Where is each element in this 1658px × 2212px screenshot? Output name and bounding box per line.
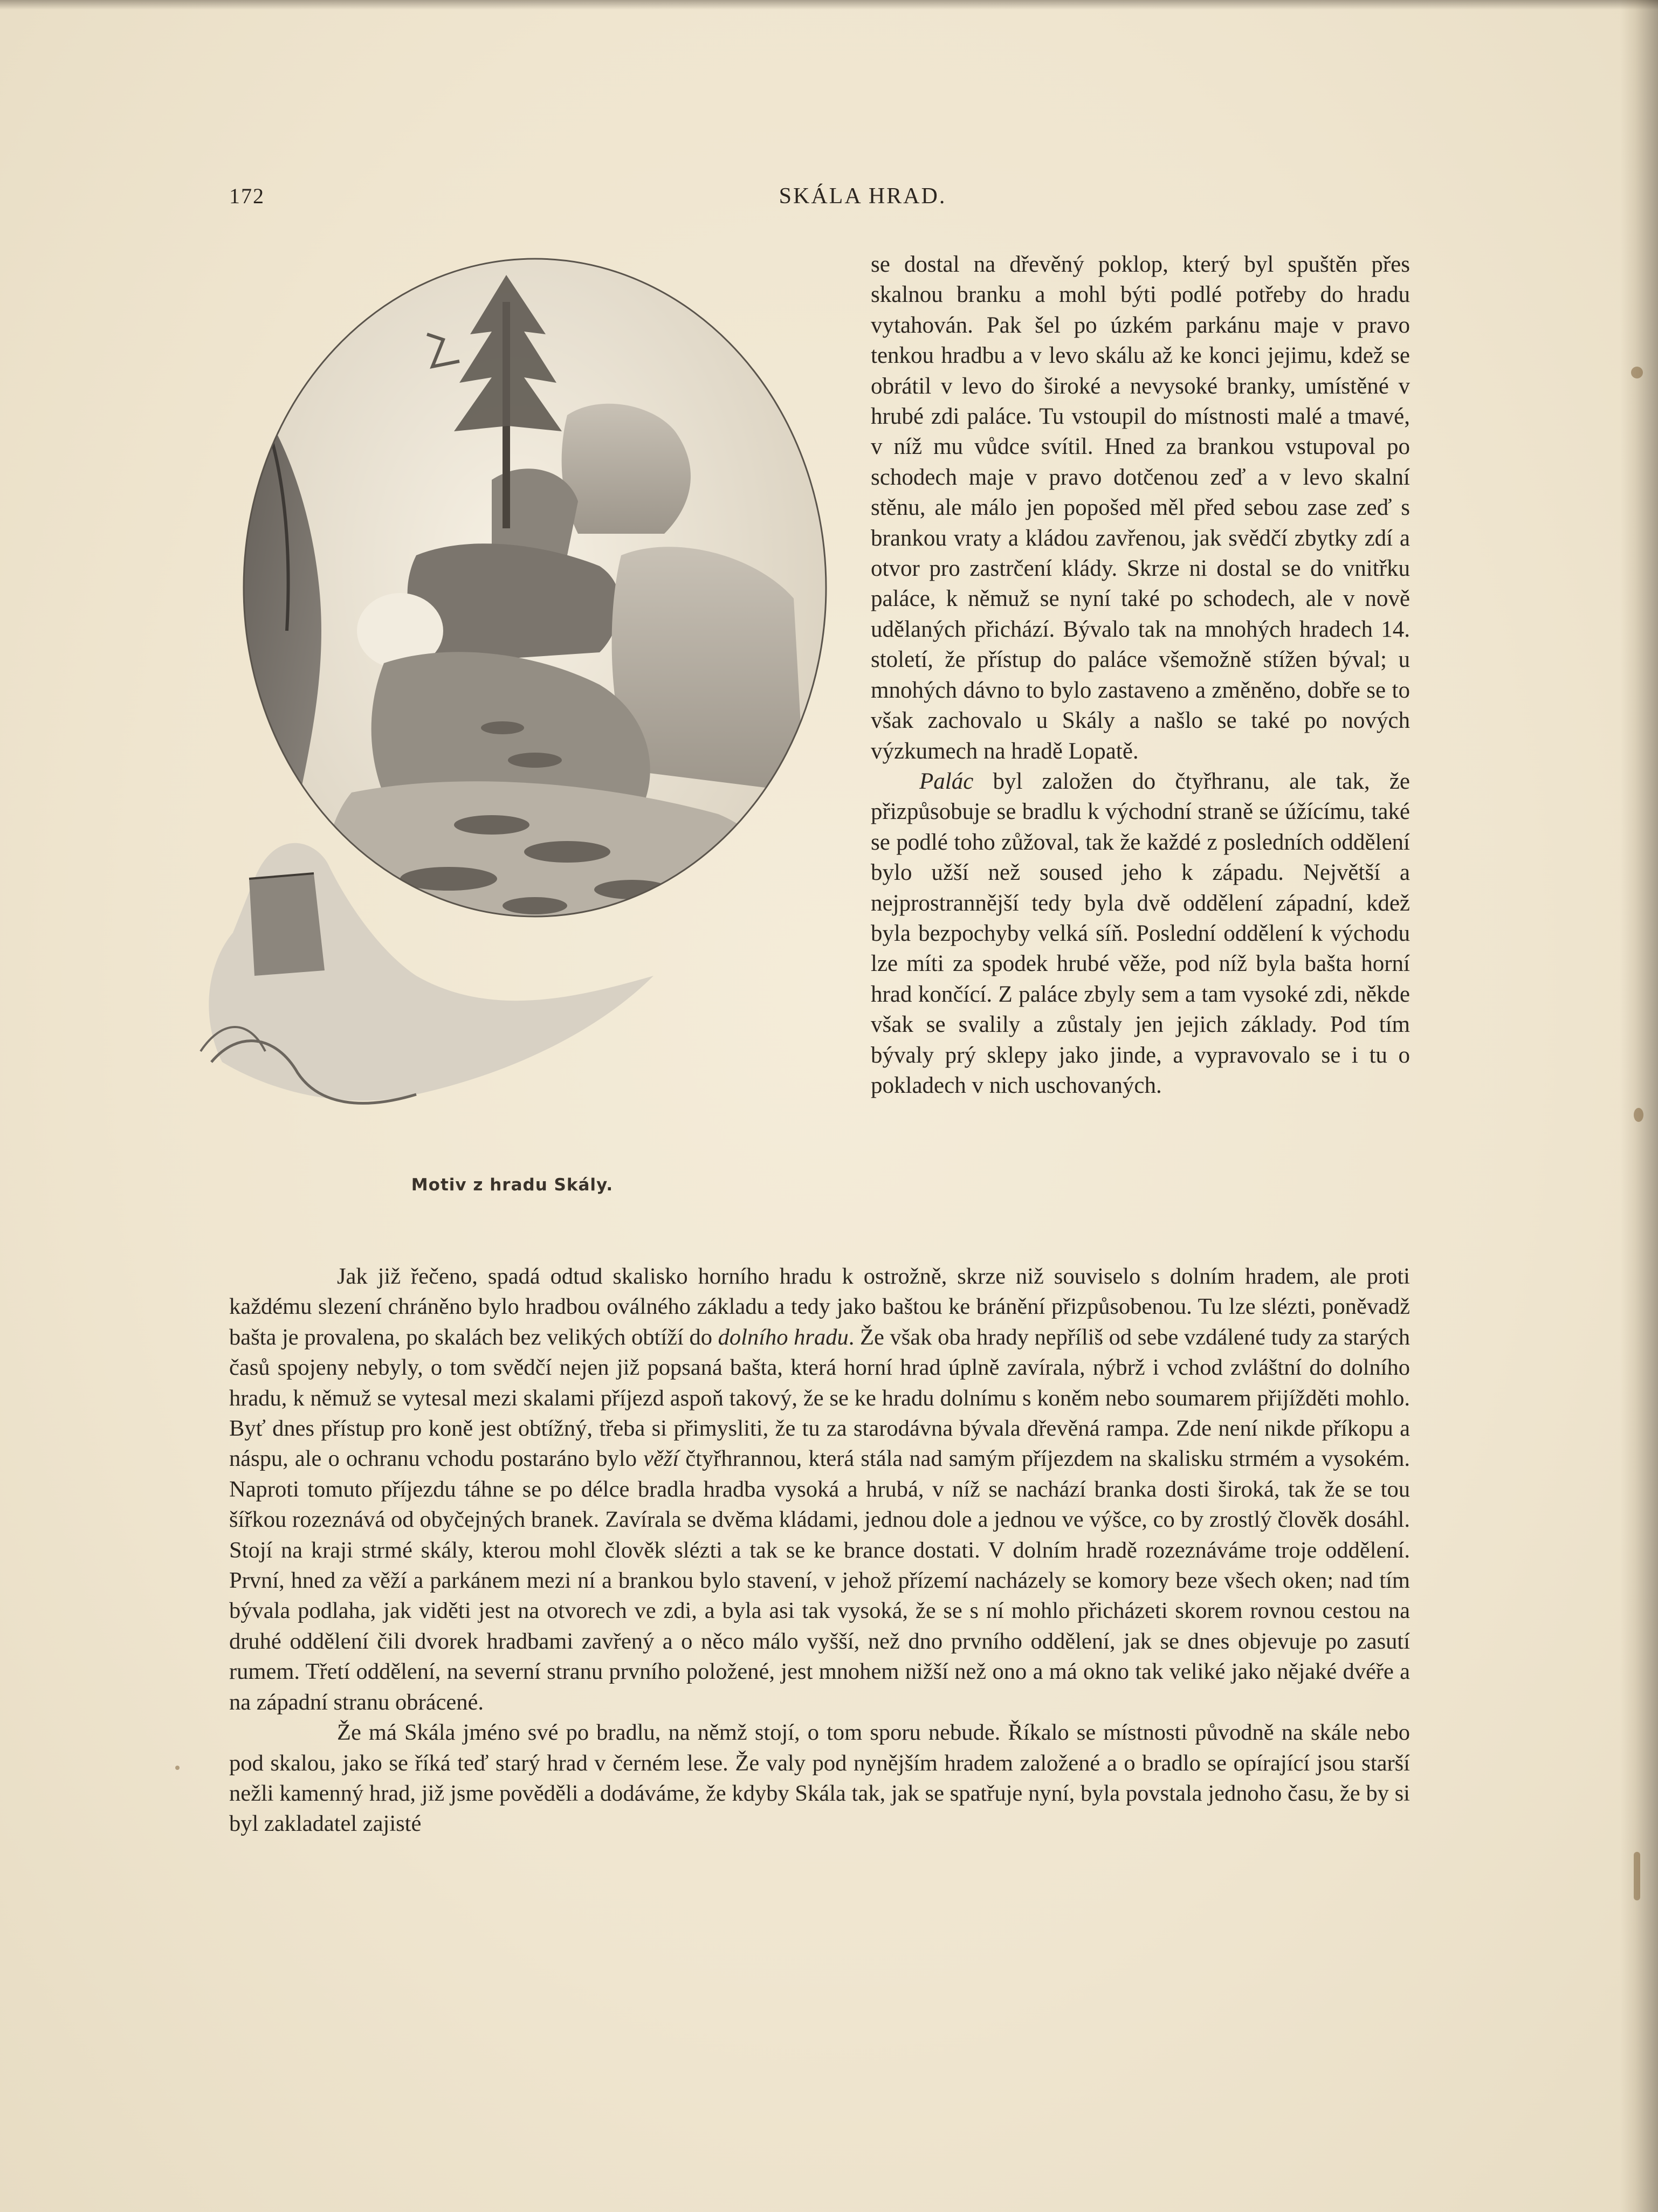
- full-width-text: [229, 1262, 1410, 1839]
- italic-term: dolního hradu: [718, 1324, 849, 1350]
- italic-term: věží: [643, 1446, 679, 1472]
- paragraph: se dostal na dřevěný poklop, který byl spuštěn přes skalnou branku a mohl býti podlé potřeby do hradu vytahován. Pak šel po úzkém parkánu maje v pravo tenkou hradbu a v levo skálu až ke konci jejimu, kdež se obrátil v levo do široké a nevysoké branky, umístěné v hrubé zdi paláce. Tu vstoupil do místnosti malé a tmavé, v níž mu vůdce svítil. Hned za brankou vstupoval po schodech maje v pravo dotčenou zeď a v levo skalní stěnu, ale málo jen popošed měl před sebou zase zeď s brankou vraty a kládou zavřenou, jak svědčí zbytky zdí a otvor pro zastrčení klády. Skrze ni dostal se do vnitřku paláce, k němuž se nyní také po schodech, ale v nově udělaných přichází. Bývalo tak na mnohých hradech 14. století, že přístup do paláce všemožně stížen býval; u mnohých dávno to bylo zastaveno a změněno, dobře se to však zachovalo u Skály a našlo se také po nových výzkumech na hradě Lopatě.: [871, 252, 1410, 764]
- page-number: 172: [229, 184, 265, 208]
- italic-term: Palác: [919, 768, 974, 794]
- paragraph-text: byl založen do čtyřhranu, ale tak, že přizpůsobuje se bradlu k východní straně se úžícímu, také se podlé toho zůžoval, tak že každé z posledních oddělení bylo užší než soused jeho k západu. Největší a nejprostrannější tedy byla dvě oddělení západní, kdež byla bezpochyby velká síň. Poslední oddělení k východu lze míti za spodek hrubé věže, pod níž byla bašta horní hrad končící. Z paláce zbyly sem a tam vysoké zdi, někde však se svalily a zůstaly jen jejich základy. Pod tím bývaly prý sklepy jako jinde, a vypravovalo se i tu o pokladech v nich uschovaných.: [871, 768, 1410, 1098]
- paragraph: Že má Skála jméno své po bradlu, na němž stojí, o tom sporu nebude. Říkalo se místnosti původně na skále nebo pod skalou, jako se říká teď starý hrad v černém lese. Že valy pod nynějším hradem založené a o bradlo se opírající jsou starší nežli kamenný hrad, již jsme pověděli a dodáváme, že kdyby Skála tak, jak se spatřuje nyní, byla povstala jednoho času, že by si byl zakladatel zajisté: [229, 1720, 1410, 1837]
- right-column-text: [871, 250, 1410, 1101]
- paragraph: [229, 1262, 1410, 1718]
- page-top-shadow: [0, 0, 1658, 10]
- paper-mark: [1634, 1108, 1643, 1122]
- paragraph: [871, 767, 1410, 1101]
- castle-rock-illustration: [190, 253, 837, 1148]
- paper-mark: [1631, 367, 1643, 378]
- paragraph-text: . Že však oba hrady nepříliš od sebe vzdálené tudy za starých časů spojeny nebyly, o tom svědčí nejen již popsaná bašta, která horní hrad úplně zavírala, nýbrž i vchod zvláštní do dolního hradu, k němuž se vytesal mezi skalami příjezd aspoň takový, že se ke hradu dolnímu s koněm nebo soumarem přijížděti mohlo. Byť dnes přístup pro koně jest obtížný, třeba si přimysliti, že tu za starodávna bývala dřevěná rampa. Zde není nikde příkopu a náspu, ale o ochranu vchodu postaráno bylo: [229, 1324, 1410, 1472]
- running-title: SKÁLA HRAD.: [779, 184, 947, 209]
- figure-caption: Motiv z hradu Skály.: [411, 1175, 614, 1195]
- paragraph-text: čtyřhrannou, která stála nad samým příjezdem na skalisku strmém a vysokém. Naproti tomuto příjezdu táhne se po délce bradla hradba vysoká a hrubá, v níž se nachází branka dosti široká, tak že se tou šířkou rozeznává od obyčejných branek. Zavírala se dvěma kládami, jednou dole a jednou ve výšce, co by zrostlý člověk dosáhl. Stojí na kraji strmé skály, kterou mohl člověk slézti a tak se ke brance dostati. V dolním hradě rozeznáváme troje oddělení. První, hned za věží a parkánem mezi ní a brankou bylo stavení, v jehož přízemí nacházely se komory beze všech oken; nad tím bývala podlaha, jak viděti jest na otvorech ve zdi, a byla asi tak vysoká, že se s ní mohlo přicházeti skorem rovnou cestou na druhé oddělení čili dvorek hradbami zavřený a o něco málo vyšší, než dno prvního oddělení, jak se dnes objevuje po zasutí rumem. Třetí oddělení, na severní stranu prvního položené, jest mnohem nižší než ono a má okno tak veliké jako nějaké dvéře a na západní stranu obrácené.: [229, 1446, 1410, 1715]
- paper-mark: [175, 1766, 180, 1770]
- paper-mark: [1634, 1852, 1640, 1900]
- paragraph-text: Jak již řečeno, spadá odtud skalisko horního hradu k ostrožně, skrze niž souviselo s dolním hradem, ale proti každému slezení chráněno bylo hradbou oválného základu a tedy jako baštou ke bránění přizpůsobenou. Tu lze slézti, poněvadž bašta je provalena, po skalách bez velikých obtíží do: [229, 1264, 1410, 1350]
